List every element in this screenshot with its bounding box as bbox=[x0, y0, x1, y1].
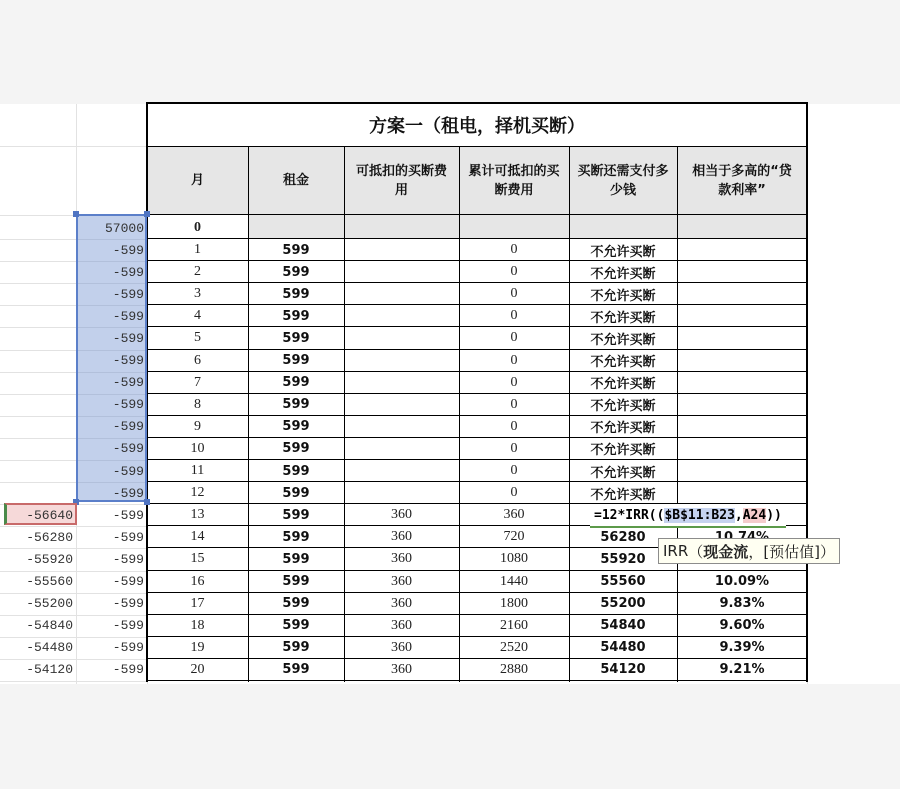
cell-buyout[interactable]: 54840 bbox=[600, 618, 646, 634]
cell-deductible[interactable] bbox=[344, 239, 459, 261]
cell-b[interactable]: -599 bbox=[112, 529, 144, 545]
header-equivalent-rate: 相当于多高的“贷款利率” bbox=[692, 163, 792, 198]
cell-b[interactable]: -599 bbox=[112, 485, 144, 501]
cell-rate[interactable]: 9.39% bbox=[719, 640, 765, 656]
cell-a[interactable] bbox=[0, 438, 76, 460]
cell-rent[interactable]: 599 bbox=[282, 286, 310, 302]
tooltip-arg-cashflow[interactable]: 现金流 bbox=[703, 542, 749, 561]
cell-month[interactable]: 15 bbox=[190, 551, 205, 567]
cell-month[interactable]: 7 bbox=[194, 374, 201, 390]
cell-a[interactable] bbox=[0, 460, 76, 482]
cell-b[interactable]: -599 bbox=[112, 242, 144, 258]
cell-a[interactable]: -54840 bbox=[26, 618, 73, 634]
cell-rate[interactable] bbox=[677, 394, 807, 416]
cell-buyout[interactable]: 不允许买断 bbox=[590, 443, 656, 459]
cell-deductible[interactable]: 360 bbox=[391, 551, 412, 567]
cell-b[interactable]: -599 bbox=[112, 662, 144, 678]
cell-buyout[interactable]: 不允许买断 bbox=[590, 421, 656, 437]
header-rent: 租金 bbox=[282, 173, 309, 188]
cell-deductible[interactable] bbox=[344, 438, 459, 460]
cell-b[interactable]: -599 bbox=[112, 463, 144, 479]
cell-cumulative[interactable]: 0 bbox=[510, 352, 518, 368]
tooltip-fn[interactable]: IRR bbox=[663, 542, 689, 560]
cell-rent[interactable]: 599 bbox=[282, 264, 310, 280]
formula-suffix: )) bbox=[766, 507, 782, 523]
cell-rent[interactable]: 599 bbox=[282, 596, 310, 612]
cell-b[interactable]: -599 bbox=[112, 286, 144, 302]
cell-deductible[interactable] bbox=[344, 460, 459, 482]
cell-rate[interactable]: 9.83% bbox=[719, 596, 765, 612]
cell-a[interactable] bbox=[0, 482, 76, 504]
cell-cumulative[interactable]: 0 bbox=[510, 374, 518, 390]
cell-cumulative[interactable]: 2520 bbox=[500, 639, 528, 655]
cell-deductible[interactable]: 360 bbox=[391, 595, 412, 611]
cell-rate[interactable] bbox=[677, 261, 807, 283]
cell-cumulative[interactable]: 0 bbox=[510, 463, 518, 479]
cell-a[interactable] bbox=[0, 416, 76, 438]
cell-rate[interactable] bbox=[677, 305, 807, 327]
cell-b[interactable]: -599 bbox=[112, 507, 144, 523]
cell-deductible[interactable]: 360 bbox=[391, 617, 412, 633]
cell-rate[interactable] bbox=[677, 482, 807, 504]
tooltip-sep: ， bbox=[748, 542, 764, 561]
cell-deductible[interactable]: 360 bbox=[391, 507, 412, 523]
cell-rate[interactable] bbox=[677, 460, 807, 482]
cell-b[interactable]: -599 bbox=[112, 574, 144, 590]
cell-deductible[interactable] bbox=[344, 482, 459, 504]
cell-deductible[interactable] bbox=[344, 372, 459, 394]
cell-b[interactable]: -599 bbox=[112, 264, 144, 280]
cell-month[interactable]: 8 bbox=[194, 396, 201, 412]
cell-cumulative[interactable]: 1800 bbox=[500, 595, 528, 611]
cell-month[interactable]: 13 bbox=[190, 507, 205, 523]
cell-month[interactable]: 1 bbox=[194, 242, 201, 258]
cell-rent[interactable]: 599 bbox=[282, 353, 310, 369]
cell-a[interactable] bbox=[0, 261, 76, 283]
cell-deductible[interactable]: 360 bbox=[391, 661, 412, 677]
cell-cumulative[interactable]: 2160 bbox=[500, 617, 528, 633]
cell-rent[interactable]: 599 bbox=[282, 485, 310, 501]
cell-month-zero[interactable] bbox=[147, 217, 248, 239]
cell-rate[interactable] bbox=[677, 283, 807, 305]
cell-rent[interactable]: 599 bbox=[282, 662, 310, 678]
cell-a[interactable]: -54120 bbox=[26, 662, 73, 678]
cell-month[interactable]: 9 bbox=[194, 418, 201, 434]
cell-rate[interactable] bbox=[677, 350, 807, 372]
cell-a[interactable]: -55560 bbox=[26, 574, 73, 590]
cell-a[interactable]: -55200 bbox=[26, 596, 73, 612]
cell-rent[interactable]: 599 bbox=[282, 640, 310, 656]
cell-month[interactable]: 16 bbox=[190, 573, 205, 589]
cell-rate[interactable]: 10.09% bbox=[714, 574, 770, 590]
cell-cumulative[interactable]: 720 bbox=[503, 529, 525, 545]
cell-rate[interactable]: 9.60% bbox=[719, 618, 765, 634]
cell-a[interactable] bbox=[0, 239, 76, 261]
cell-b[interactable]: -599 bbox=[112, 397, 144, 413]
cell-cumulative[interactable]: 1080 bbox=[500, 551, 528, 567]
cell-cumulative[interactable]: 1440 bbox=[500, 573, 528, 589]
gridline-h bbox=[0, 681, 147, 682]
cell-a[interactable]: -56640 bbox=[26, 507, 73, 523]
cell-b[interactable]: -599 bbox=[112, 551, 144, 567]
cell-buyout[interactable]: 55200 bbox=[600, 596, 646, 612]
month-zero-text: 0 bbox=[194, 220, 201, 235]
cell-rent[interactable]: 599 bbox=[282, 330, 310, 346]
cell-month[interactable]: 4 bbox=[194, 308, 201, 324]
cell-month[interactable]: 2 bbox=[194, 264, 201, 280]
cell-rent[interactable]: 599 bbox=[282, 551, 310, 567]
cell-a[interactable] bbox=[0, 283, 76, 305]
cell-cumulative[interactable]: 0 bbox=[510, 485, 518, 501]
cell-a[interactable]: -54480 bbox=[26, 640, 73, 656]
cell-b[interactable]: -599 bbox=[112, 330, 144, 346]
tooltip-close: ） bbox=[820, 542, 836, 561]
cell-rent[interactable]: 599 bbox=[282, 574, 310, 590]
cell-deductible[interactable] bbox=[344, 394, 459, 416]
cell-deductible[interactable] bbox=[344, 261, 459, 283]
cell-deductible[interactable]: 360 bbox=[391, 639, 412, 655]
cell-rate[interactable]: 9.21% bbox=[719, 662, 765, 678]
cell-b[interactable]: -599 bbox=[112, 640, 144, 656]
cell-buyout[interactable]: 不允许买断 bbox=[590, 244, 656, 260]
cell-a[interactable] bbox=[0, 305, 76, 327]
cell-rate[interactable] bbox=[677, 372, 807, 394]
cell-deductible[interactable]: 360 bbox=[391, 529, 412, 545]
cell-rent[interactable]: 599 bbox=[282, 375, 310, 391]
cell-a[interactable]: -55920 bbox=[26, 551, 73, 567]
tooltip-open: （ bbox=[688, 542, 704, 561]
cell-cumulative[interactable]: 2880 bbox=[500, 661, 528, 677]
cell-deductible[interactable] bbox=[344, 305, 459, 327]
header-buyout-remaining: 买断还需支付多少钱 bbox=[577, 163, 669, 198]
cell-buyout[interactable]: 不允许买断 bbox=[590, 310, 656, 326]
cell-rate[interactable] bbox=[677, 239, 807, 261]
cell-buyout[interactable]: 不允许买断 bbox=[590, 377, 656, 393]
cell-cumulative[interactable]: 0 bbox=[510, 242, 518, 258]
cell-cumulative[interactable]: 0 bbox=[510, 286, 518, 302]
formula-comma: , bbox=[734, 507, 743, 523]
cell-month[interactable]: 5 bbox=[194, 330, 201, 346]
header-cumulative-deductible: 累计可抵扣的买断费用 bbox=[468, 163, 560, 198]
cell-month[interactable]: 12 bbox=[190, 485, 205, 501]
cell-buyout[interactable]: 55560 bbox=[600, 574, 646, 590]
cell-buyout[interactable]: 54120 bbox=[600, 662, 646, 678]
cell-deductible[interactable] bbox=[344, 327, 459, 349]
cell-rent[interactable]: 599 bbox=[282, 242, 310, 258]
cell-cumulative[interactable]: 0 bbox=[510, 418, 518, 434]
cell-buyout[interactable]: 56280 bbox=[600, 529, 646, 545]
formula-prefix: =12*IRR(( bbox=[594, 507, 665, 523]
cell-rent[interactable]: 599 bbox=[282, 463, 310, 479]
cell-deductible[interactable] bbox=[344, 283, 459, 305]
cell-rent[interactable]: 599 bbox=[282, 419, 310, 435]
header-month: 月 bbox=[190, 173, 204, 188]
cell-rent[interactable]: 599 bbox=[282, 507, 310, 523]
cell-b-initial[interactable]: 57000 bbox=[104, 220, 144, 236]
cell-cumulative[interactable]: 0 bbox=[510, 330, 518, 346]
cell-month[interactable]: 19 bbox=[190, 639, 205, 655]
cell-month[interactable]: 10 bbox=[190, 440, 205, 456]
table-title: 方案一（租电，择机买断） bbox=[369, 116, 585, 137]
cell-a[interactable] bbox=[0, 327, 76, 349]
cell-cumulative[interactable]: 0 bbox=[510, 264, 518, 280]
tooltip-arg-guess[interactable]: [预估值] bbox=[763, 542, 821, 561]
header-deductible-fee: 可抵扣的买断费用 bbox=[355, 163, 447, 198]
cell-b[interactable]: -599 bbox=[112, 419, 144, 435]
function-tooltip[interactable] bbox=[658, 538, 840, 564]
cell-buyout[interactable]: 不允许买断 bbox=[590, 355, 656, 371]
cell-cumulative[interactable]: 0 bbox=[510, 396, 518, 412]
cell-b[interactable]: -599 bbox=[112, 353, 144, 369]
formula-edit[interactable] bbox=[590, 504, 786, 528]
cell-rent[interactable]: 599 bbox=[282, 308, 310, 324]
cell-month[interactable]: 20 bbox=[190, 661, 205, 677]
cell-buyout[interactable]: 54480 bbox=[600, 640, 646, 656]
cell-rent[interactable]: 599 bbox=[282, 441, 310, 457]
cell-rent[interactable]: 599 bbox=[282, 529, 310, 545]
cell-deductible[interactable]: 360 bbox=[391, 573, 412, 589]
cell-cumulative[interactable]: 0 bbox=[510, 308, 518, 324]
cell-rate[interactable] bbox=[677, 416, 807, 438]
cell-month[interactable]: 17 bbox=[190, 595, 205, 611]
cell-b[interactable]: -599 bbox=[112, 441, 144, 457]
cell-deductible[interactable] bbox=[344, 350, 459, 372]
cell-buyout[interactable]: 不允许买断 bbox=[590, 288, 656, 304]
cell-buyout[interactable]: 不允许买断 bbox=[590, 399, 656, 415]
cell-buyout[interactable]: 不允许买断 bbox=[590, 266, 656, 282]
cell-a[interactable] bbox=[0, 350, 76, 372]
cell-buyout[interactable]: 不允许买断 bbox=[590, 465, 656, 481]
cell-rent[interactable]: 599 bbox=[282, 397, 310, 413]
cell-month[interactable]: 14 bbox=[190, 529, 205, 545]
cell-a[interactable] bbox=[0, 394, 76, 416]
cell-rate[interactable] bbox=[677, 438, 807, 460]
formula-range-token[interactable]: $B$11:B23 bbox=[664, 507, 735, 523]
cell-deductible[interactable] bbox=[344, 416, 459, 438]
cell-month[interactable]: 6 bbox=[194, 352, 201, 368]
cell-b[interactable]: -599 bbox=[112, 375, 144, 391]
cell-cumulative[interactable]: 360 bbox=[503, 507, 525, 523]
cell-month[interactable]: 18 bbox=[190, 617, 205, 633]
cell-buyout[interactable]: 55920 bbox=[600, 551, 646, 567]
formula-ref-token[interactable]: A24 bbox=[742, 507, 767, 523]
cell-a[interactable] bbox=[0, 372, 76, 394]
cell-buyout[interactable]: 不允许买断 bbox=[590, 332, 656, 348]
cell-rate[interactable] bbox=[677, 327, 807, 349]
row0-shading bbox=[248, 215, 807, 238]
cell-b[interactable]: -599 bbox=[112, 618, 144, 634]
cell-cumulative[interactable]: 0 bbox=[510, 440, 518, 456]
cell-b[interactable]: -599 bbox=[112, 596, 144, 612]
cell-month[interactable]: 11 bbox=[190, 463, 205, 479]
cell-month[interactable]: 3 bbox=[194, 286, 201, 302]
cell-a[interactable]: -56280 bbox=[26, 529, 73, 545]
cell-buyout[interactable]: 不允许买断 bbox=[590, 487, 656, 503]
cell-rent[interactable]: 599 bbox=[282, 618, 310, 634]
cell-b[interactable]: -599 bbox=[112, 308, 144, 324]
gridline-h bbox=[0, 146, 147, 147]
